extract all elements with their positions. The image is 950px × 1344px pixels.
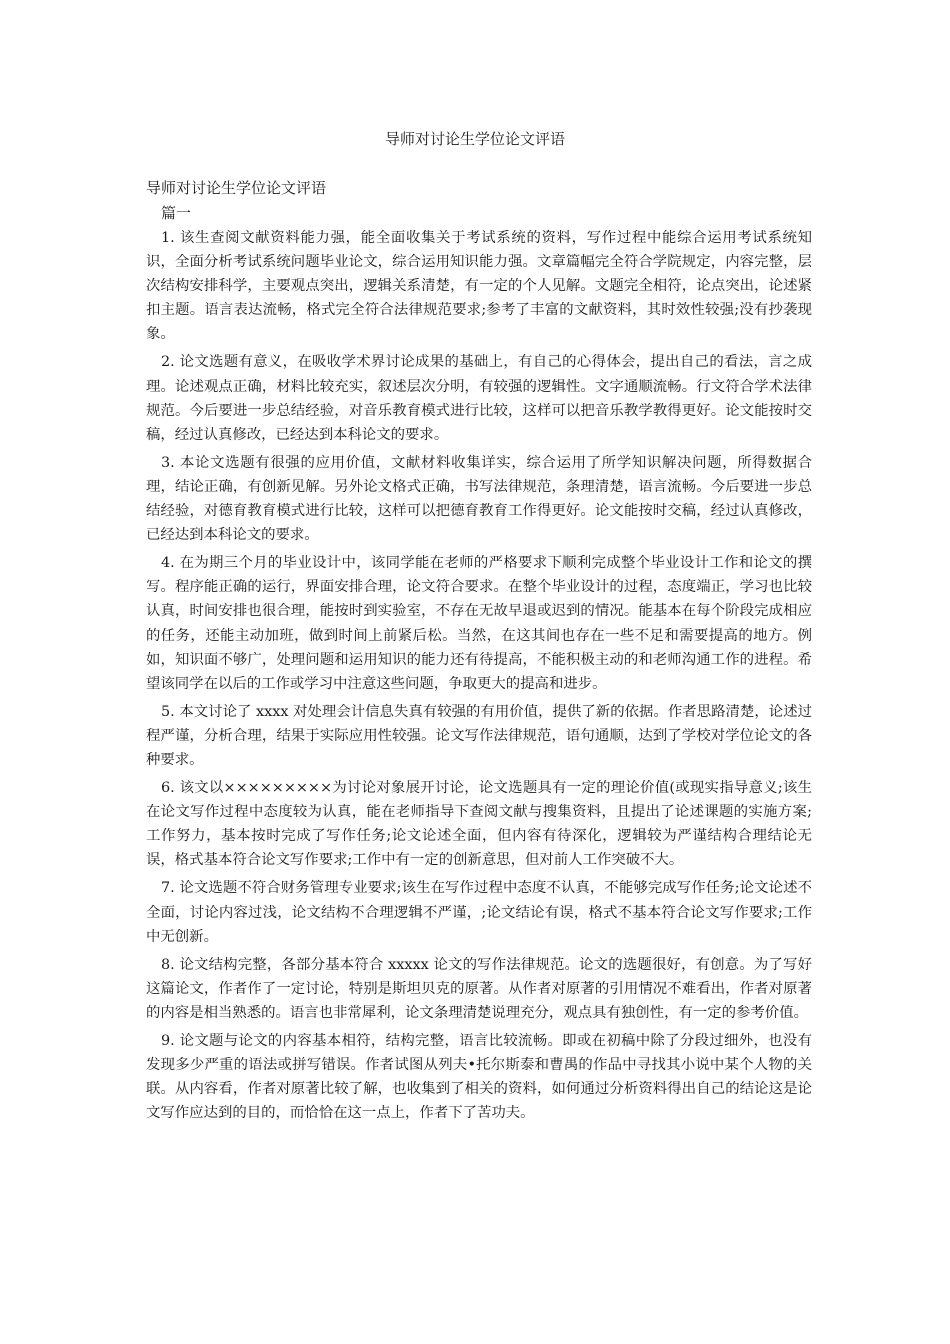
comment-paragraph-1: 1. 该生查阅文献资料能力强，能全面收集关于考试系统的资料，写作过程中能综合运用考试系统知识，全面分析考试系统问题毕业论文，综合运用知识能力强。文章篇幅完全符合学院规定，内容完整，层次结构安排科学，主要观点突出，逻辑关系清楚，有一定的个人见解。文题完全相符，论点突出，论述紧扣主题。语言表达流畅，格式完全符合法律规范要求;参考了丰富的文献资料，其时效性较强;没有抄袭现象。 xyxy=(146,230,812,343)
comment-paragraph-3: 3. 本论文选题有很强的应用价值，文献材料收集详实，综合运用了所学知识解决问题，所得数据合理，结论正确，有创新见解。另外论文格式正确，书写法律规范，条理清楚，语言流畅。今后要进一步总结经验，对德育教育模式进行比较，这样可以把德育教育工作得更好。论文能按时交稿，经过认真修改，已经达到本科论文的要求。 xyxy=(146,454,812,544)
comment-paragraph-5: 5. 本文讨论了 xxxx 对处理会计信息失真有较强的有用价值，提供了新的依据。作者思路清楚，论述过程严谨，分析合理，结果于实际应用性较强。论文写作法律规范，语句通顺，达到了学校对学位论文的各种要求。 xyxy=(146,703,812,768)
comment-paragraph-4: 4. 在为期三个月的毕业设计中，该同学能在老师的严格要求下顺利完成整个毕业设计工作和论文的撰写。程序能正确的运行，界面安排合理，论文符合要求。在整个毕业设计的过程，态度端正，学习也比较认真，时间安排也很合理，能按时到实验室，不存在无故早退或迟到的情况。能基本在每个阶段完成相应的任务，还能主动加班，做到时间上前紧后松。当然，在这其间也存在一些不足和需要提高的地方。例如，知识面不够广，处理问题和运用知识的能力还有待提高，不能积极主动的和老师沟通工作的进程。希望该同学在以后的工作或学习中注意这些问题，争取更大的提高和进步。 xyxy=(146,555,812,692)
comment-paragraph-2: 2. 论文选题有意义，在吸收学术界讨论成果的基础上，有自己的心得体会，提出自己的看法，言之成理。论述观点正确，材料比较充实，叙述层次分明，有较强的逻辑性。文字通顺流畅。行文符合学术法律规范。今后要进一步总结经验，对音乐教育模式进行比较，这样可以把音乐教学教得更好。论文能按时交稿，经过认真修改，已经达到本科论文的要求。 xyxy=(146,354,812,443)
page-title: 导师对讨论生学位论文评语 xyxy=(384,130,565,148)
comment-paragraph-7: 7. 论文选题不符合财务管理专业要求;该生在写作过程中态度不认真，不能够完成写作任务;论文论述不全面，讨论内容过浅，论文结构不合理逻辑不严谨，;论文结论有误，格式不基本符合论文写作要求;工作中无创新。 xyxy=(146,880,812,945)
section-label: 篇一 xyxy=(161,204,192,222)
comment-paragraph-9: 9. 论文题与论文的内容基本相符，结构完整，语言比较流畅。即或在初稿中除了分段过细外，也没有发现多少严重的语法或拼写错误。作者试图从列夫•托尔斯泰和曹禺的作品中寻找其小说中某个人物的关联。从内容看，作者对原著比较了解，也收集到了相关的资料，如何通过分析资料得出自己的结论这是论文写作应达到的目的，而恰恰在这一点上，作者下了苦功夫。 xyxy=(146,1033,812,1122)
document-body xyxy=(146,226,812,1129)
comment-paragraph-6: 6. 该文以×××××××××为讨论对象展开讨论，论文选题具有一定的理论价值(或现实指导意义;该生在论文写作过程中态度较为认真，能在老师指导下查阅文献与搜集资料，且提出了论述课题的实施方案;工作努力，基本按时完成了写作任务;论文论述全面，但内容有待深化，逻辑较为严谨结构合理结论无误，格式基本符合论文写作要求;工作中有一定的创新意思，但对前人工作突破不大。 xyxy=(146,780,812,869)
comment-paragraph-8: 8. 论文结构完整，各部分基本符合 xxxxx 论文的写作法律规范。论文的选题很好，有创意。为了写好这篇论文，作者作了一定讨论，特别是斯坦贝克的原著。从作者对原著的引用情况不难看出，作者对原著的内容是相当熟悉的。语言也非常犀利，论文条理清楚说理充分，观点具有独创性，有一定的参考价值。 xyxy=(146,956,812,1021)
document-subtitle: 导师对讨论生学位论文评语 xyxy=(146,179,327,197)
